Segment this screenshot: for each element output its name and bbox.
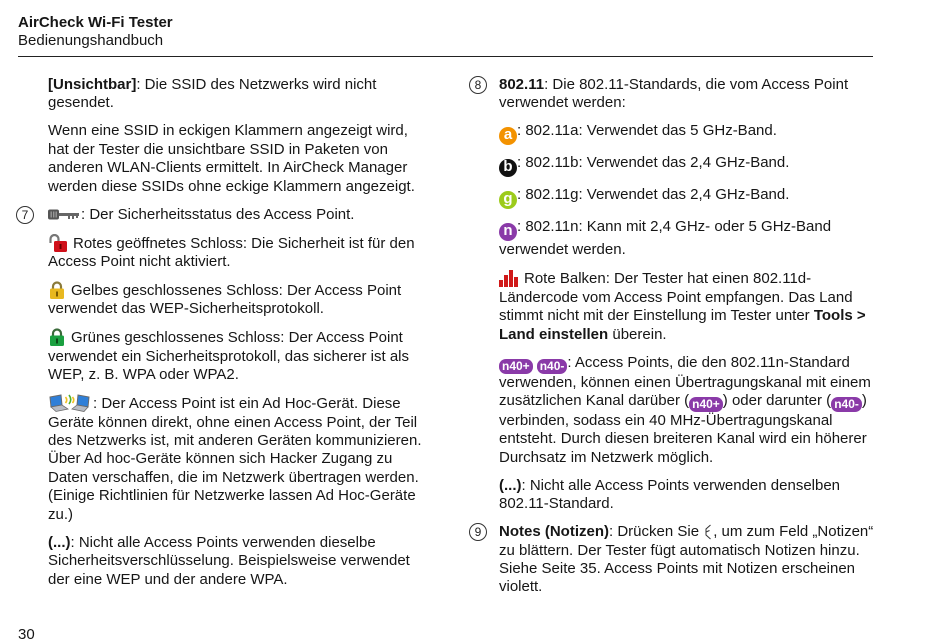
invisible-ssid-text: : Die SSID des Netzwerks wird nicht gesendet. [48,76,377,112]
bracket-ssid-note: Wenn eine SSID in eckigen Klammern angezeigt wird, hat der Tester die unsichtbare SSID in Paketen von anderen WLAN-Clients ermittelt. In AirCheck Manager werden diese SSIDs ohne eckige Klammern angezeigt. [48,122,415,195]
standard-n-item [499,218,877,259]
standard-a-item [499,122,877,145]
standard-g-badge-icon: g [499,191,517,209]
yellow-lock-text: Gelbes geschlossenes Schloss: Der Access Point verwendet das WEP-Sicherheitsprotokoll. [48,282,402,318]
notes-item [474,523,877,597]
country-menu-path: Tools > Land einstellen [499,307,866,343]
red-lock-text: Rotes geöffnetes Schloss: Die Sicherheit ist für den Access Point nicht aktiviert. [48,234,415,271]
security-status-text: : Der Sicherheitsstatus des Access Point. [81,205,355,223]
standards-item [474,76,877,113]
red-open-lock-icon [48,234,68,252]
callout-number-8: 8 [469,76,487,94]
manual-title: AirCheck Wi-Fi Tester [18,14,173,31]
red-lock-item [48,234,424,272]
invisible-ssid-paragraph [48,76,424,113]
notes-text-end: , um zum Feld „Notizen“ zu blättern. Der Tester fügt automatisch Notizen hinzu. Siehe Seite 35. Access Points mit Notizen erscheinen violett. [499,523,874,596]
page-header [18,14,173,50]
notes-term: Notes (Notizen) [499,523,609,541]
standard-g-item [499,186,877,209]
ad-hoc-item [48,394,424,524]
standard-g-text: : 802.11g: Verwendet das 2,4 GHz-Band. [517,186,790,204]
yellow-closed-lock-icon [48,281,66,299]
key-icon [48,209,80,220]
header-divider [18,56,873,57]
green-lock-item [48,328,424,384]
country-code-text-end: überein. [608,325,667,343]
security-note-text: : Nicht alle Access Points verwenden dieselbe Sicherheitsverschlüsselung. Beispielsweise verwendet der eine WEP und der andere WPA. [48,533,410,588]
standards-term: 802.11 [499,76,545,93]
standard-a-badge-icon: a [499,127,517,145]
security-note [48,534,424,589]
channel-bonding-text-2: ) oder darunter ( [722,392,832,410]
ad-hoc-text: : Der Access Point ist ein Ad Hoc-Gerät. Diese Geräte können direkt, ohne einen Access Point, der Teil des Netzwerks ist, mit anderen Geräten kommunizieren. Über Ad hoc-Geräte können sich Hacker Zugang zu Daten verschaffen, die im Netzwerk übertragen werden. (Einige Richtlinien für Netzwerke lassen Ad Hoc-Geräte zu.) [48,395,422,523]
channel-bonding-item [499,354,877,468]
standards-note-term: (...) [499,476,522,494]
page-number: 30 [18,626,35,643]
channel-bonding-text-3: ) verbinden, sodass ein 40 MHz-Übertragungskanal entsteht. Durch diesen breiteren Kanal wird ein höherer Durchsatz im Netzwerk möglich. [499,392,867,466]
notes-text-start: : Drücken Sie [609,523,704,541]
n40-plus-badge-icon: n40+ [499,359,533,374]
standard-n-badge-icon: n [499,223,517,241]
right-column [474,76,877,606]
standards-note-text: : Nicht alle Access Points verwenden denselben 802.11-Standard. [499,476,841,513]
country-code-text: Rote Balken: Der Tester hat einen 802.11d-Ländercode vom Access Point empfangen. Das Land stimmt nicht mit der Einstellung im Tester unter [499,270,853,325]
standard-n-text: : 802.11n: Kann mit 2,4 GHz- oder 5 GHz-Band verwendet werden. [499,218,832,259]
security-status-item [21,205,424,224]
standard-b-item [499,154,877,177]
callout-number-7: 7 [16,206,34,224]
ad-hoc-laptops-icon [48,394,92,412]
standard-b-text: : 802.11b: Verwendet das 2,4 GHz-Band. [517,154,790,172]
channel-bonding-text-1: : Access Points, die den 802.11n-Standard verwenden, können einen Übertragungskanal mit einem zusätzlichen Kanal darüber ( [499,353,871,410]
n40-minus-inline-badge-icon: n40- [831,397,862,412]
yellow-lock-item [48,281,424,319]
security-note-term: (...) [48,533,71,551]
red-bars-icon [499,269,519,287]
invisible-ssid-term: [Unsichtbar] [48,76,137,93]
scroll-key-icon [704,524,712,540]
green-lock-text: Grünes geschlossenes Schloss: Der Access Point verwendet ein Sicherheitsprotokoll, das sicherer ist als WEP, z. B. WPA oder WPA2. [48,329,410,384]
manual-subtitle: Bedienungshandbuch [18,32,164,49]
green-closed-lock-icon [48,328,66,346]
callout-number-9: 9 [469,523,487,541]
standards-note [499,477,877,514]
standard-b-badge-icon: b [499,159,517,177]
left-column [21,76,424,599]
standards-text: : Die 802.11-Standards, die vom Access Point verwendet werden: [499,76,849,112]
n40-minus-badge-icon: n40- [537,359,568,374]
n40-plus-inline-badge-icon: n40+ [689,397,723,412]
country-code-item [499,269,877,344]
standard-a-text: : 802.11a: Verwendet das 5 GHz-Band. [517,122,777,140]
